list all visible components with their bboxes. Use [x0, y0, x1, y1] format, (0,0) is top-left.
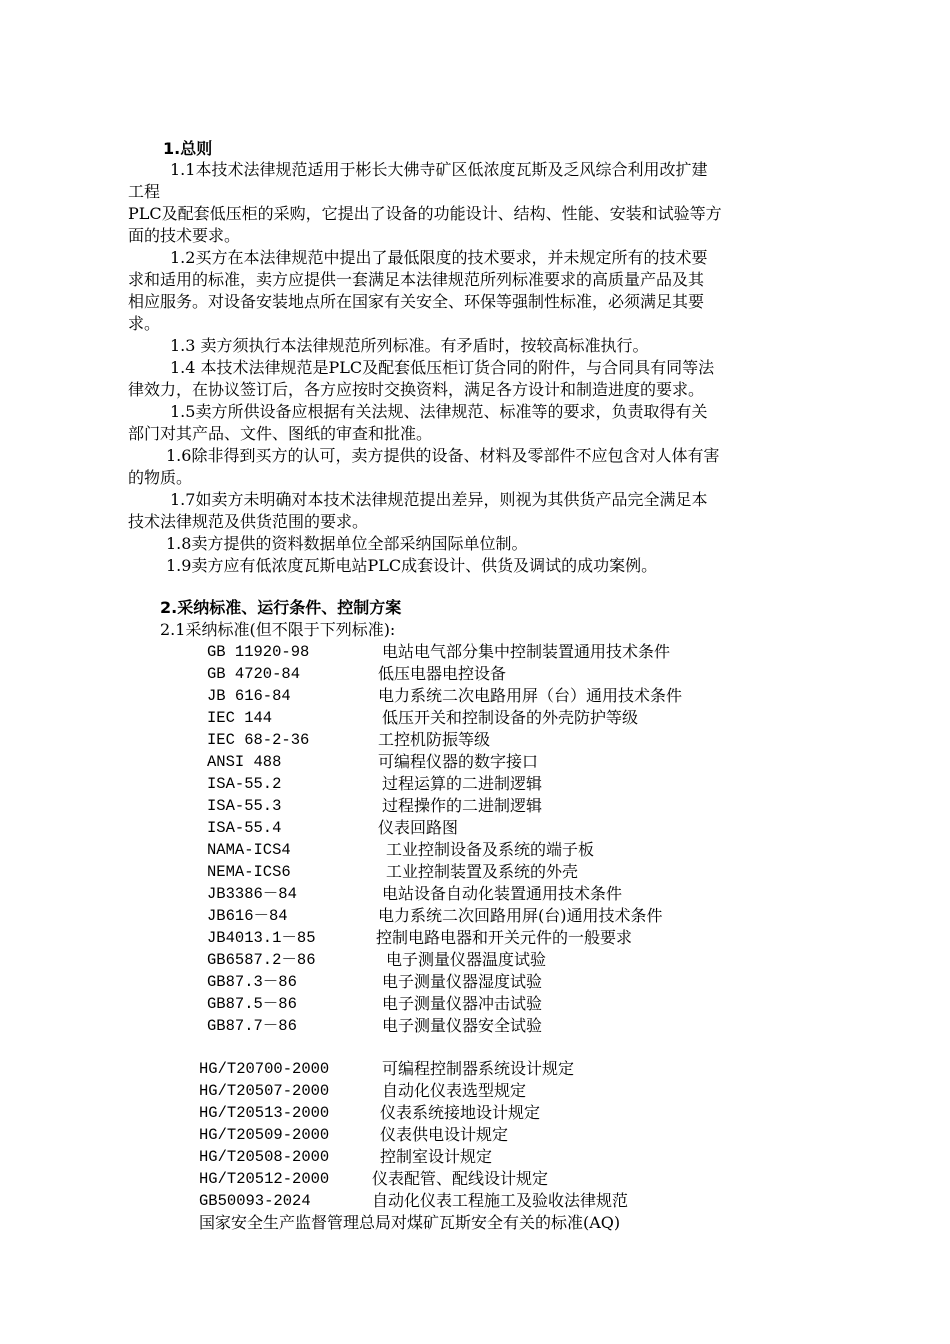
standard-code: GB87.5－86	[207, 995, 297, 1013]
paragraph-1-7-line-1: 1.7如卖方未明确对本技术法律规范提出差异，则视为其供货产品完全满足本	[170, 490, 708, 509]
standard-description: 工业控制装置及系统的外壳	[386, 862, 579, 881]
standard-description: 工业控制设备及系统的端子板	[386, 840, 595, 859]
standard-code: HG/T20700-2000	[199, 1060, 330, 1078]
standard-description: 电站电气部分集中控制装置通用技术条件	[382, 642, 671, 661]
standard-description: 仪表回路图	[378, 818, 459, 837]
standard-code: HG/T20509-2000	[199, 1126, 330, 1144]
paragraph-1-6-line-2: 的物质。	[128, 468, 193, 487]
standard-description: 仪表配管、配线设计规定	[372, 1169, 549, 1188]
standard-code: HG/T20508-2000	[199, 1148, 330, 1166]
standard-code: GB6587.2－86	[207, 951, 316, 969]
paragraph-1-2-line-3: 相应服务。对设备安装地点所在国家有关安全、环保等强制性标准，必须满足其要	[128, 292, 705, 311]
standard-code: ISA-55.4	[207, 819, 282, 837]
standard-description: 过程操作的二进制逻辑	[382, 796, 543, 815]
standard-description: 电站设备自动化装置通用技术条件	[382, 884, 623, 903]
standard-description: 仪表系统接地设计规定	[380, 1103, 541, 1122]
paragraph-1-1-line-3: PLC及配套低压柜的采购，它提出了设备的功能设计、结构、性能、安装和试验等方	[128, 204, 722, 223]
standard-code: GB50093-2024	[199, 1192, 311, 1210]
section-1-title: 1.总则	[163, 139, 213, 158]
paragraph-1-5-line-1: 1.5卖方所供设备应根据有关法规、法律规范、标准等的要求，负责取得有关	[170, 402, 708, 421]
standard-code: GB 4720-84	[207, 665, 301, 683]
standard-description: 控制电路电器和开关元件的一般要求	[376, 928, 633, 947]
standard-description: 控制室设计规定	[380, 1147, 493, 1166]
paragraph-1-3: 1.3 卖方须执行本法律规范所列标准。有矛盾时，按较高标准执行。	[170, 336, 649, 355]
paragraph-1-2-line-1: 1.2买方在本法律规范中提出了最低限度的技术要求，并未规定所有的技术要	[170, 248, 708, 267]
aq-standard-line: 国家安全生产监督管理总局对煤矿瓦斯安全有关的标准(AQ)	[199, 1213, 621, 1232]
paragraph-1-8: 1.8卖方提供的资料数据单位全部采纳国际单位制。	[166, 534, 528, 553]
standard-description: 电子测量仪器温度试验	[386, 950, 547, 969]
standard-description: 电力系统二次电路用屏（台）通用技术条件	[378, 686, 683, 705]
standard-description: 过程运算的二进制逻辑	[382, 774, 543, 793]
standard-description: 电子测量仪器安全试验	[382, 1016, 543, 1035]
standard-code: IEC 68-2-36	[207, 731, 310, 749]
paragraph-1-4-line-2: 律效力，在协议签订后，各方应按时交换资料，满足各方设计和制造进度的要求。	[128, 380, 705, 399]
paragraph-1-1-line-1: 1.1本技术法律规范适用于彬长大佛寺矿区低浓度瓦斯及乏风综合利用改扩建	[170, 160, 708, 179]
standard-description: 仪表供电设计规定	[380, 1125, 509, 1144]
paragraph-1-1-line-4: 面的技术要求。	[128, 226, 241, 245]
paragraph-1-6-line-1: 1.6除非得到买方的认可，卖方提供的设备、材料及零部件不应包含对人体有害	[166, 446, 720, 465]
standard-code: ANSI 488	[207, 753, 282, 771]
subsection-2-1-title: 2.1采纳标准(但不限于下列标准):	[160, 620, 396, 639]
standard-description: 工控机防振等级	[378, 730, 491, 749]
standard-code: GB 11920-98	[207, 643, 310, 661]
standard-description: 可编程仪器的数字接口	[378, 752, 539, 771]
standard-description: 低压开关和控制设备的外壳防护等级	[382, 708, 639, 727]
standard-code: IEC 144	[207, 709, 273, 727]
standard-code: JB3386－84	[207, 885, 297, 903]
standard-description: 低压电器电控设备	[378, 664, 507, 683]
standard-code: NAMA-ICS4	[207, 841, 291, 859]
standard-code: NEMA-ICS6	[207, 863, 291, 881]
standard-code: GB87.3－86	[207, 973, 297, 991]
section-2-title: 2.采纳标准、运行条件、控制方案	[160, 598, 402, 617]
standard-code: JB616－84	[207, 907, 288, 925]
paragraph-1-5-line-2: 部门对其产品、文件、图纸的审查和批准。	[128, 424, 433, 443]
standard-description: 自动化仪表工程施工及验收法律规范	[372, 1191, 629, 1210]
paragraph-1-7-line-2: 技术法律规范及供货范围的要求。	[128, 512, 369, 531]
standard-description: 电子测量仪器冲击试验	[382, 994, 543, 1013]
standard-code: ISA-55.3	[207, 797, 282, 815]
standard-description: 电子测量仪器湿度试验	[382, 972, 543, 991]
standard-code: JB 616-84	[207, 687, 291, 705]
standard-code: HG/T20512-2000	[199, 1170, 330, 1188]
paragraph-1-4-line-1: 1.4 本技术法律规范是PLC及配套低压柜订货合同的附件，与合同具有同等法	[170, 358, 715, 377]
standard-code: GB87.7－86	[207, 1017, 297, 1035]
standard-code: JB4013.1－85	[207, 929, 316, 947]
standard-code: HG/T20513-2000	[199, 1104, 330, 1122]
standard-description: 可编程控制器系统设计规定	[382, 1059, 575, 1078]
standard-code: ISA-55.2	[207, 775, 282, 793]
standard-code: HG/T20507-2000	[199, 1082, 330, 1100]
paragraph-1-2-line-2: 求和适用的标准，卖方应提供一套满足本法律规范所列标准要求的高质量产品及其	[128, 270, 705, 289]
standard-description: 自动化仪表选型规定	[382, 1081, 527, 1100]
paragraph-1-1-line-2: 工程	[128, 182, 161, 201]
standard-description: 电力系统二次回路用屏(台)通用技术条件	[378, 906, 663, 925]
paragraph-1-2-line-4: 求。	[128, 314, 161, 333]
paragraph-1-9: 1.9卖方应有低浓度瓦斯电站PLC成套设计、供货及调试的成功案例。	[166, 556, 658, 575]
